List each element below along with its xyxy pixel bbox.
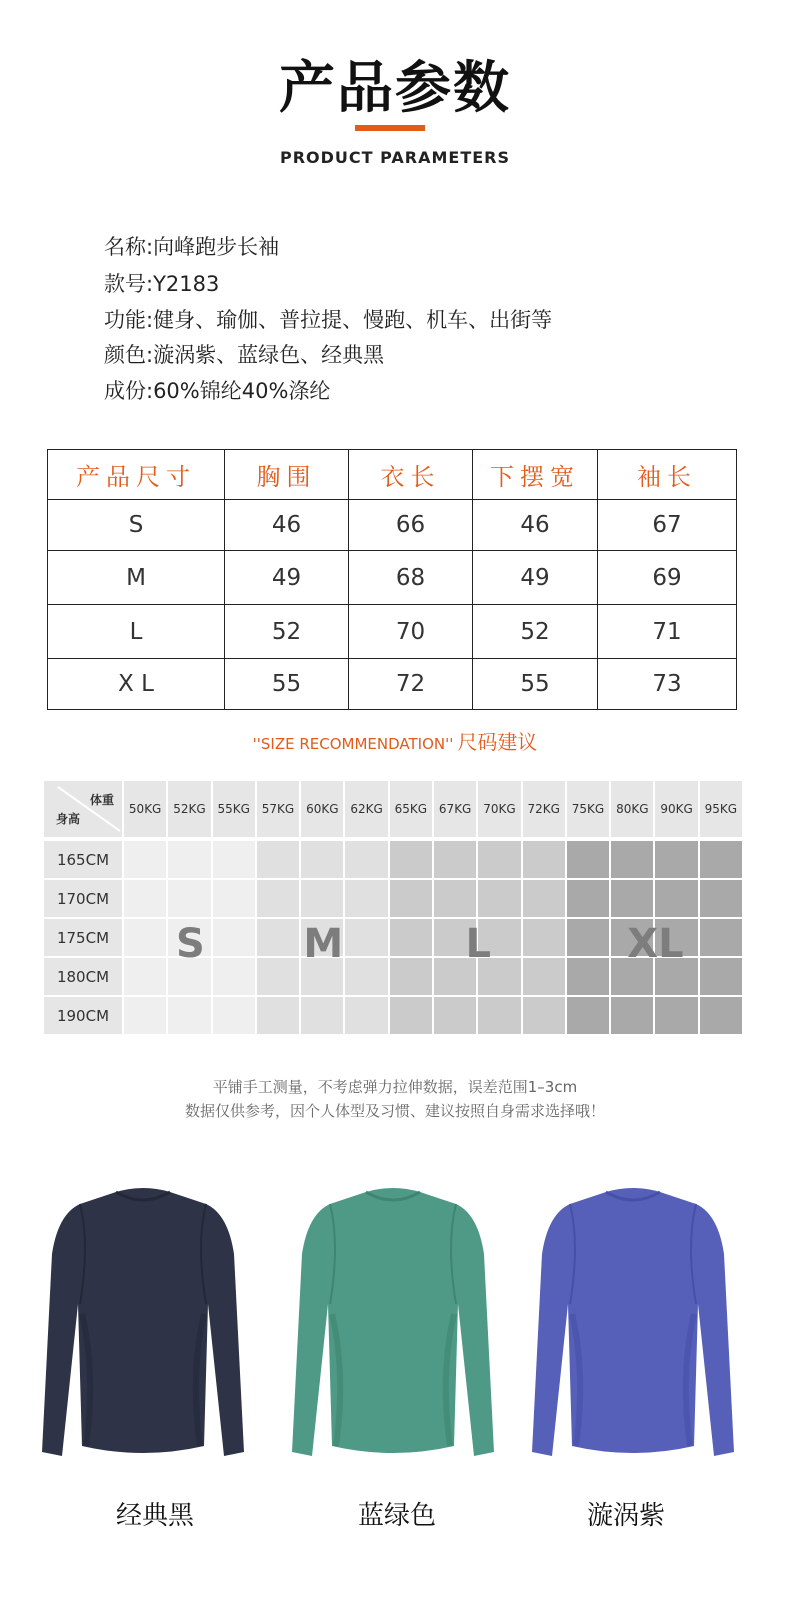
table-cell: 49 bbox=[473, 551, 598, 605]
weight-header: 50KG bbox=[124, 781, 168, 839]
height-label: 175CM bbox=[44, 919, 124, 958]
size-zone-label: M bbox=[303, 921, 344, 967]
grid-cell bbox=[390, 880, 434, 919]
grid-cell bbox=[567, 997, 611, 1036]
grid-cell bbox=[434, 841, 478, 880]
grid-cell bbox=[611, 997, 655, 1036]
grid-cell bbox=[390, 841, 434, 880]
recommendation-title-en: ''SIZE RECOMMENDATION'' bbox=[252, 735, 454, 753]
weight-header: 57KG bbox=[257, 781, 301, 839]
height-label: 190CM bbox=[44, 997, 124, 1036]
grid-cell bbox=[700, 880, 744, 919]
long-sleeve-shirt-icon bbox=[528, 1184, 738, 1464]
size-zone-label: XL bbox=[627, 921, 684, 967]
header-size: 产品尺寸 bbox=[48, 450, 225, 500]
grid-cell bbox=[124, 997, 168, 1036]
grid-cell bbox=[257, 841, 301, 880]
grid-cell bbox=[478, 997, 522, 1036]
info-name: 名称:向峰跑步长袖 bbox=[104, 235, 280, 259]
table-row bbox=[48, 500, 737, 551]
info-material: 成份:60%锦纶40%涤纶 bbox=[104, 379, 331, 403]
corner-weight-label: 体重 bbox=[89, 793, 114, 807]
grid-cell bbox=[700, 841, 744, 880]
grid-cell bbox=[168, 880, 212, 919]
grid-cell bbox=[523, 841, 567, 880]
grid-cell bbox=[611, 880, 655, 919]
table-cell: M bbox=[48, 551, 225, 605]
table-cell: L bbox=[48, 605, 225, 659]
table-header-row bbox=[48, 450, 737, 500]
corner-height-label: 身高 bbox=[56, 812, 81, 826]
weight-header: 62KG bbox=[345, 781, 389, 839]
table-cell: 52 bbox=[225, 605, 349, 659]
grid-cell bbox=[655, 841, 699, 880]
grid-cell bbox=[434, 880, 478, 919]
grid-cell bbox=[567, 841, 611, 880]
weight-header: 55KG bbox=[213, 781, 257, 839]
table-cell: 49 bbox=[225, 551, 349, 605]
grid-cell bbox=[257, 880, 301, 919]
grid-cell bbox=[390, 997, 434, 1036]
grid-cell bbox=[213, 997, 257, 1036]
table-cell: 70 bbox=[349, 605, 473, 659]
table-cell: S bbox=[48, 500, 225, 551]
product-color-name: 经典黑 bbox=[115, 1501, 194, 1531]
info-model: 款号:Y2183 bbox=[104, 272, 220, 296]
table-cell: 69 bbox=[598, 551, 737, 605]
table-row bbox=[48, 551, 737, 605]
weight-header: 80KG bbox=[611, 781, 655, 839]
size-recommendation-title bbox=[0, 726, 790, 755]
weight-header: 95KG bbox=[700, 781, 744, 839]
long-sleeve-shirt-icon bbox=[288, 1184, 498, 1464]
info-colors: 颜色:漩涡紫、蓝绿色、经典黑 bbox=[104, 343, 385, 367]
table-row bbox=[48, 605, 737, 659]
table-row bbox=[48, 659, 737, 710]
table-cell: X L bbox=[48, 659, 225, 710]
grid-cell bbox=[611, 841, 655, 880]
grid-cell bbox=[301, 880, 345, 919]
grid-cell bbox=[434, 997, 478, 1036]
grid-cell bbox=[124, 841, 168, 880]
size-table bbox=[47, 449, 737, 710]
size-zone-label: L bbox=[465, 921, 492, 967]
weight-header: 65KG bbox=[390, 781, 434, 839]
grid-corner-header bbox=[44, 781, 124, 839]
grid-cell bbox=[523, 880, 567, 919]
grid-cell bbox=[213, 880, 257, 919]
weight-header: 67KG bbox=[434, 781, 478, 839]
height-label: 180CM bbox=[44, 958, 124, 997]
height-label: 170CM bbox=[44, 880, 124, 919]
long-sleeve-shirt-icon bbox=[38, 1184, 248, 1464]
grid-cell bbox=[700, 997, 744, 1036]
grid-cell bbox=[168, 841, 212, 880]
grid-cell bbox=[257, 997, 301, 1036]
table-cell: 73 bbox=[598, 659, 737, 710]
grid-cell bbox=[478, 880, 522, 919]
page-subtitle: PRODUCT PARAMETERS bbox=[279, 148, 511, 167]
title-accent-bar bbox=[355, 125, 425, 131]
size-recommendation-grid bbox=[44, 781, 744, 1039]
header-hem-width: 下摆宽 bbox=[473, 450, 598, 500]
info-function: 功能:健身、瑜伽、普拉提、慢跑、机车、出街等 bbox=[104, 308, 553, 332]
grid-cell bbox=[213, 841, 257, 880]
weight-header: 60KG bbox=[301, 781, 345, 839]
header-chest: 胸围 bbox=[225, 450, 349, 500]
grid-cell bbox=[168, 997, 212, 1036]
header-sleeve: 袖长 bbox=[598, 450, 737, 500]
height-label: 165CM bbox=[44, 841, 124, 880]
table-cell: 46 bbox=[473, 500, 598, 551]
reference-note: 数据仅供参考，因个人体型及习惯、建议按照自身需求选择哦！ bbox=[184, 1102, 605, 1120]
size-zone-label: S bbox=[176, 921, 205, 967]
grid-cell bbox=[301, 841, 345, 880]
weight-header: 75KG bbox=[567, 781, 611, 839]
table-cell: 55 bbox=[473, 659, 598, 710]
header-length: 衣长 bbox=[349, 450, 473, 500]
table-cell: 66 bbox=[349, 500, 473, 551]
recommendation-title-zh: 尺码建议 bbox=[457, 730, 538, 754]
weight-header: 72KG bbox=[523, 781, 567, 839]
page-title: 产品参数 bbox=[279, 56, 511, 121]
grid-cell bbox=[567, 880, 611, 919]
weight-header: 90KG bbox=[655, 781, 699, 839]
table-cell: 67 bbox=[598, 500, 737, 551]
grid-cell bbox=[124, 880, 168, 919]
weight-header: 52KG bbox=[168, 781, 212, 839]
grid-cell bbox=[655, 880, 699, 919]
grid-cell bbox=[345, 841, 389, 880]
table-cell: 71 bbox=[598, 605, 737, 659]
table-cell: 55 bbox=[225, 659, 349, 710]
grid-cell bbox=[345, 997, 389, 1036]
table-cell: 68 bbox=[349, 551, 473, 605]
table-cell: 72 bbox=[349, 659, 473, 710]
product-color-name: 漩涡紫 bbox=[586, 1501, 665, 1531]
grid-cell bbox=[655, 997, 699, 1036]
table-cell: 52 bbox=[473, 605, 598, 659]
weight-header: 70KG bbox=[478, 781, 522, 839]
grid-cell bbox=[478, 841, 522, 880]
measurement-note: 平铺手工测量，不考虑弹力拉伸数据，误差范围1–3cm bbox=[212, 1078, 578, 1096]
product-color-name: 蓝绿色 bbox=[357, 1501, 436, 1531]
grid-cell bbox=[301, 997, 345, 1036]
table-cell: 46 bbox=[225, 500, 349, 551]
grid-cell bbox=[523, 997, 567, 1036]
grid-cell bbox=[345, 880, 389, 919]
